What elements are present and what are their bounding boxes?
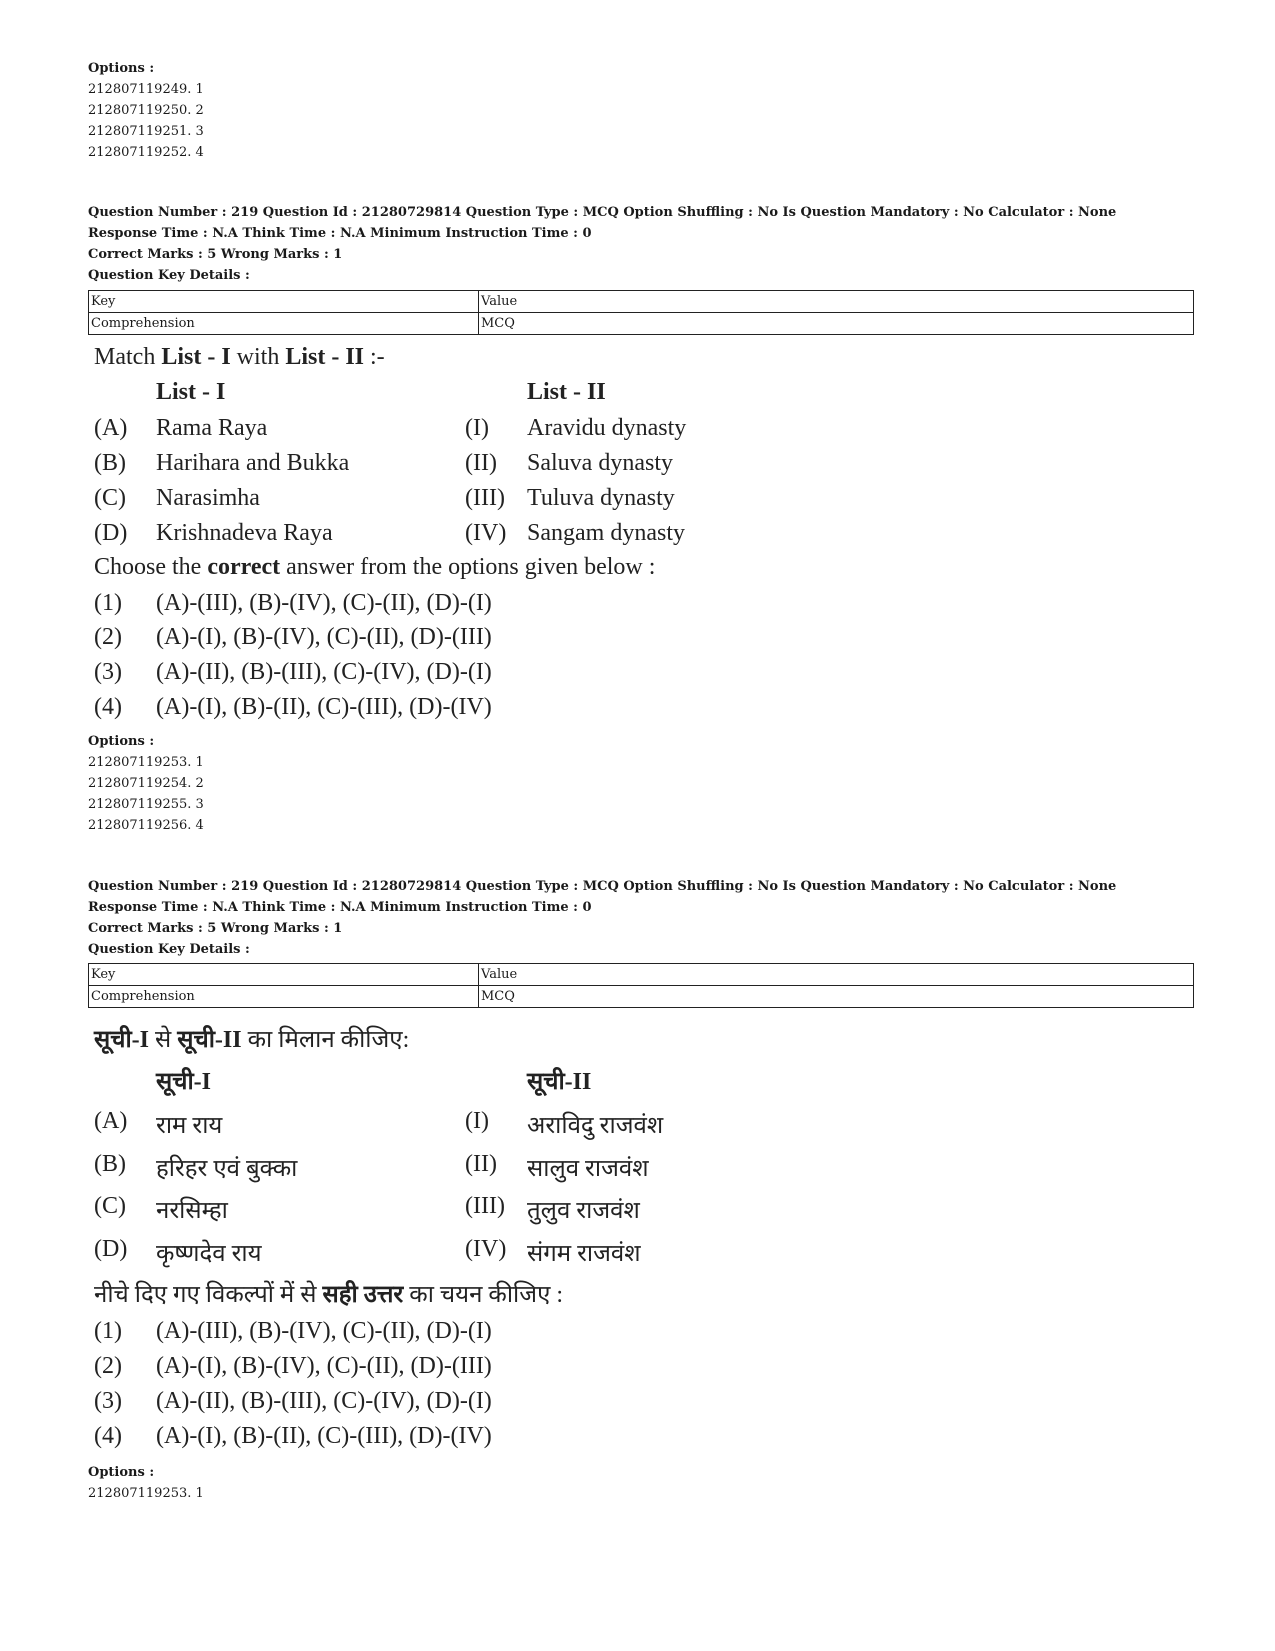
prompt-text: Match	[94, 344, 162, 370]
question-meta-line: Question Number : 219 Question Id : 21280729814 Question Type : MCQ Option Shuffling : No Is Question Mandatory : No Calculator : None	[88, 205, 1117, 220]
list1-title: List - I	[156, 379, 226, 405]
option-id: 212807119250. 2	[88, 103, 204, 118]
list2-item: सालुव राजवंश	[527, 1156, 649, 1182]
answer-number: (2)	[94, 1353, 122, 1379]
marks-line: Correct Marks : 5 Wrong Marks : 1	[88, 247, 343, 262]
row-letter: (A)	[94, 1108, 128, 1134]
table-header-cell: Value	[479, 291, 1194, 313]
list1-item: नरसिम्हा	[156, 1198, 228, 1224]
answer-number: (4)	[94, 1423, 122, 1449]
answer-number: (3)	[94, 659, 122, 685]
question-header-hindi	[88, 876, 1178, 960]
question-prompt	[94, 344, 385, 371]
answer-number: (4)	[94, 694, 122, 720]
question-key-table	[88, 963, 1194, 1008]
key-details-label: Question Key Details :	[88, 268, 250, 283]
list2-title: सूची-II	[527, 1069, 592, 1095]
question-prompt	[94, 1022, 409, 1055]
prompt-text: सूची-I	[94, 1027, 150, 1053]
question-meta-line: Response Time : N.A Think Time : N.A Minimum Instruction Time : 0	[88, 226, 592, 241]
list1-item: राम राय	[156, 1113, 223, 1139]
row-numeral: (II)	[465, 1151, 497, 1177]
instruction-text: का चयन कीजिए :	[403, 1282, 564, 1308]
answer-choice: (A)-(I), (B)-(II), (C)-(III), (D)-(IV)	[156, 694, 492, 720]
table-cell: Comprehension	[89, 986, 479, 1008]
table-row	[89, 291, 1194, 313]
instruction-text: correct	[207, 554, 281, 580]
prompt-text: List - II	[285, 344, 365, 370]
option-id: 212807119251. 3	[88, 124, 204, 139]
list2-item: अराविदु राजवंश	[527, 1113, 664, 1139]
row-numeral: (I)	[465, 1108, 489, 1134]
answer-choice: (A)-(II), (B)-(III), (C)-(IV), (D)-(I)	[156, 1388, 492, 1414]
list1-item: Narasimha	[156, 485, 260, 511]
list2-item: Sangam dynasty	[527, 520, 685, 546]
answer-choice: (A)-(I), (B)-(IV), (C)-(II), (D)-(III)	[156, 624, 492, 650]
row-letter: (B)	[94, 1151, 126, 1177]
marks-line: Correct Marks : 5 Wrong Marks : 1	[88, 921, 343, 936]
choose-instruction	[94, 554, 655, 581]
answer-number: (2)	[94, 624, 122, 650]
table-row	[89, 313, 1194, 335]
instruction-text: नीचे दिए गए विकल्पों में से	[94, 1282, 323, 1308]
row-letter: (D)	[94, 520, 128, 546]
question-meta-line: Question Number : 219 Question Id : 21280729814 Question Type : MCQ Option Shuffling : No Is Question Mandatory : No Calculator : None	[88, 879, 1117, 894]
prompt-text: से	[149, 1027, 178, 1053]
row-numeral: (IV)	[465, 520, 507, 546]
prompt-text: List - I	[161, 344, 231, 370]
options-block-q1	[88, 731, 204, 836]
row-letter: (A)	[94, 415, 128, 441]
table-cell: MCQ	[479, 986, 1194, 1008]
prompt-text: सूची-II	[177, 1027, 242, 1053]
row-numeral: (III)	[465, 485, 505, 511]
table-header-cell: Key	[89, 964, 479, 986]
list2-item: Tuluva dynasty	[527, 485, 675, 511]
answer-number: (1)	[94, 1318, 122, 1344]
table-cell: MCQ	[479, 313, 1194, 335]
answer-choice: (A)-(I), (B)-(IV), (C)-(II), (D)-(III)	[156, 1353, 492, 1379]
list1-item: हरिहर एवं बुक्का	[156, 1156, 298, 1182]
row-letter: (D)	[94, 1236, 128, 1262]
instruction-text: answer from the options given below :	[280, 554, 656, 580]
instruction-text: सही उत्तर	[322, 1282, 404, 1308]
list1-item: Harihara and Bukka	[156, 450, 350, 476]
prompt-text: with	[230, 344, 286, 370]
instruction-text: Choose the	[94, 554, 208, 580]
question-meta-line: Response Time : N.A Think Time : N.A Minimum Instruction Time : 0	[88, 900, 592, 915]
answer-choice: (A)-(III), (B)-(IV), (C)-(II), (D)-(I)	[156, 590, 492, 616]
list1-item: कृष्णदेव राय	[156, 1241, 262, 1267]
option-id: 212807119254. 2	[88, 776, 204, 791]
prompt-text: :-	[364, 344, 385, 370]
list1-item: Krishnadeva Raya	[156, 520, 333, 546]
options-label: Options :	[88, 61, 155, 76]
list1-item: Rama Raya	[156, 415, 268, 441]
options-block-q2	[88, 1462, 204, 1504]
list2-title: List - II	[527, 379, 606, 405]
option-id: 212807119253. 1	[88, 755, 204, 770]
answer-choice: (A)-(I), (B)-(II), (C)-(III), (D)-(IV)	[156, 1423, 492, 1449]
list2-item: Aravidu dynasty	[527, 415, 687, 441]
key-details-label: Question Key Details :	[88, 942, 250, 957]
prompt-text: का मिलान कीजिए:	[241, 1027, 410, 1053]
table-row	[89, 986, 1194, 1008]
question-key-table	[88, 290, 1194, 335]
row-numeral: (IV)	[465, 1236, 507, 1262]
list2-item: Saluva dynasty	[527, 450, 673, 476]
options-label: Options :	[88, 1465, 155, 1480]
answer-choice: (A)-(III), (B)-(IV), (C)-(II), (D)-(I)	[156, 1318, 492, 1344]
row-letter: (C)	[94, 1193, 126, 1219]
list2-item: संगम राजवंश	[527, 1241, 641, 1267]
table-header-cell: Value	[479, 964, 1194, 986]
options-block-previous	[88, 58, 204, 163]
row-letter: (C)	[94, 485, 126, 511]
option-id: 212807119256. 4	[88, 818, 204, 833]
option-id: 212807119255. 3	[88, 797, 204, 812]
row-letter: (B)	[94, 450, 126, 476]
answer-number: (1)	[94, 590, 122, 616]
answer-choice: (A)-(II), (B)-(III), (C)-(IV), (D)-(I)	[156, 659, 492, 685]
table-row	[89, 964, 1194, 986]
option-id: 212807119252. 4	[88, 145, 204, 160]
question-header-english	[88, 202, 1178, 286]
choose-instruction	[94, 1277, 563, 1310]
option-id: 212807119249. 1	[88, 82, 204, 97]
list2-item: तुलुव राजवंश	[527, 1198, 640, 1224]
answer-number: (3)	[94, 1388, 122, 1414]
list1-title: सूची-I	[156, 1069, 212, 1095]
table-header-cell: Key	[89, 291, 479, 313]
options-label: Options :	[88, 734, 155, 749]
table-cell: Comprehension	[89, 313, 479, 335]
option-id: 212807119253. 1	[88, 1486, 204, 1501]
row-numeral: (I)	[465, 415, 489, 441]
row-numeral: (II)	[465, 450, 497, 476]
row-numeral: (III)	[465, 1193, 505, 1219]
